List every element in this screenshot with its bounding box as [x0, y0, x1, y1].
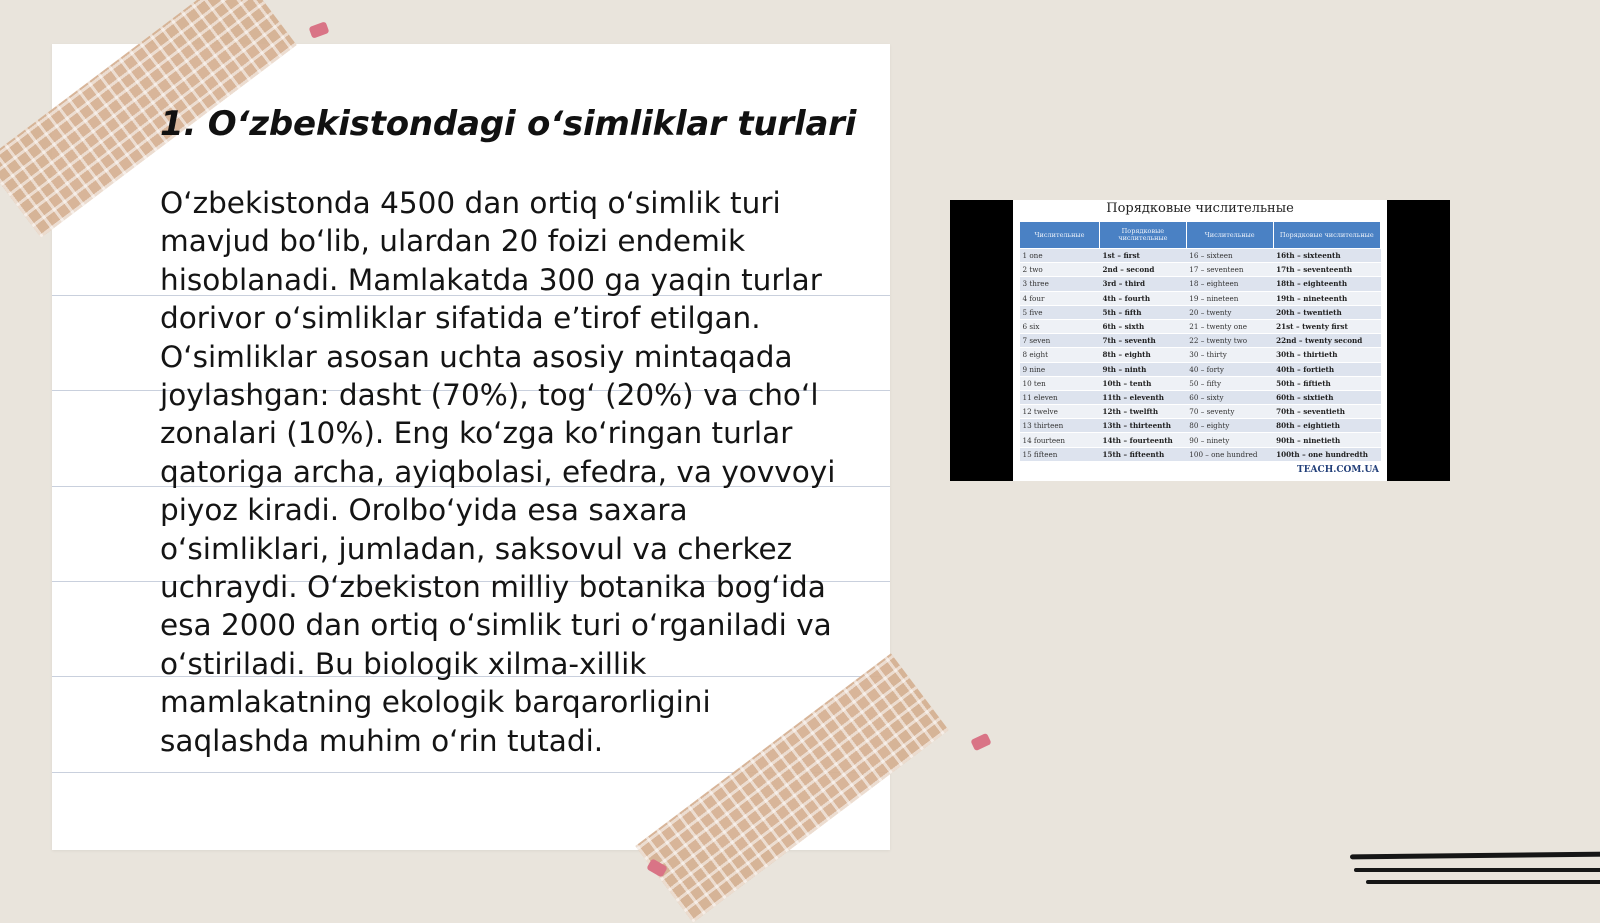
table-cell: 15 fifteen: [1020, 447, 1100, 461]
table-cell: 100th – one hundredth: [1273, 447, 1380, 461]
table-cell: 9 nine: [1020, 362, 1100, 376]
table-cell: 60th – sixtieth: [1273, 390, 1380, 404]
table-row: [1020, 390, 1381, 404]
slide-title: 1. O‘zbekistondagi o‘simliklar turlari: [160, 104, 857, 144]
table-row: [1020, 348, 1381, 362]
table-row: [1020, 433, 1381, 447]
table-cell: 18th – eighteenth: [1273, 277, 1380, 291]
table-cell: 3 three: [1020, 277, 1100, 291]
table-row: [1020, 249, 1381, 263]
table-header-cell: Порядковые числительные: [1273, 222, 1380, 249]
table-cell: 4 four: [1020, 291, 1100, 305]
table-cell: 19th – nineteenth: [1273, 291, 1380, 305]
table-cell: 17th – seventeenth: [1273, 263, 1380, 277]
table-cell: 20 – twenty: [1186, 305, 1273, 319]
table-cell: 10th – tenth: [1099, 376, 1186, 390]
table-cell: 50 – fifty: [1186, 376, 1273, 390]
table-cell: 13th – thirteenth: [1099, 419, 1186, 433]
table-cell: 12 twelve: [1020, 405, 1100, 419]
table-cell: 80th – eightieth: [1273, 419, 1380, 433]
table-cell: 22nd – twenty second: [1273, 334, 1380, 348]
table-cell: 12th – twelfth: [1099, 405, 1186, 419]
table-cell: 70 – seventy: [1186, 405, 1273, 419]
table-cell: 50th – fiftieth: [1273, 376, 1380, 390]
table-cell: 21st – twenty first: [1273, 319, 1380, 333]
table-cell: 7th – seventh: [1099, 334, 1186, 348]
table-cell: 21 – twenty one: [1186, 319, 1273, 333]
table-row: [1020, 305, 1381, 319]
table-cell: 6th – sixth: [1099, 319, 1186, 333]
table-cell: 90th – ninetieth: [1273, 433, 1380, 447]
table-cell: 9th – ninth: [1099, 362, 1186, 376]
table-cell: 70th – seventieth: [1273, 405, 1380, 419]
table-cell: 7 seven: [1020, 334, 1100, 348]
table-cell: 30 – thirty: [1186, 348, 1273, 362]
tape-pin: [308, 21, 329, 38]
table-row: [1020, 405, 1381, 419]
table-cell: 4th – fourth: [1099, 291, 1186, 305]
table-watermark: TEACH.COM.UA: [1297, 465, 1379, 475]
table-cell: 14th – fourteenth: [1099, 433, 1186, 447]
table-row: [1020, 376, 1381, 390]
table-cell: 11 eleven: [1020, 390, 1100, 404]
table-header-cell: Числительные: [1020, 222, 1100, 249]
table-cell: 1 one: [1020, 249, 1100, 263]
table-cell: 2nd – second: [1099, 263, 1186, 277]
tape-pin: [970, 733, 991, 751]
table-cell: 11th – eleventh: [1099, 390, 1186, 404]
table-cell: 80 – eighty: [1186, 419, 1273, 433]
table-row: [1020, 447, 1381, 461]
table-cell: 8th – eighth: [1099, 348, 1186, 362]
table-cell: 8 eight: [1020, 348, 1100, 362]
table-cell: 14 fourteen: [1020, 433, 1100, 447]
table-header-cell: Числительные: [1186, 222, 1273, 249]
ordinal-numbers-table: [1019, 221, 1381, 461]
table-cell: 5th – fifth: [1099, 305, 1186, 319]
table-row: [1020, 291, 1381, 305]
table-row: [1020, 277, 1381, 291]
table-header-cell: Порядковые числительные: [1099, 222, 1186, 249]
table-cell: 90 – ninety: [1186, 433, 1273, 447]
table-panel: [1013, 200, 1387, 481]
slide-body-text: O‘zbekistonda 4500 dan ortiq o‘simlik turi mavjud bo‘lib, ulardan 20 foizi endemik hisoblanadi. Mamlakatda 300 ga yaqin turlar dorivor o‘simliklar sifatida e’tirof etilgan. O‘simliklar asosan uchta asosiy mintaqada joylashgan: dasht (70%), tog‘ (20%) va cho‘l zonalari (10%). Eng ko‘zga ko‘ringan turlar qatoriga archa, ayiqbolasi, efedra, va yovvoyi piyoz kiradi. Orolbo‘yida esa saxara o‘simliklari, jumladan, saksovul va cherkez uchraydi. O‘zbekiston milliy botanika bog‘ida esa 2000 dan ortiq o‘simlik turi o‘rganiladi va o‘stiriladi. Bu biologik xilma-xillik mamlakatning ekologik barqarorligini saqlashda muhim o‘rin tutadi.: [160, 186, 836, 758]
table-header-row: [1020, 222, 1381, 249]
table-cell: 40 – forty: [1186, 362, 1273, 376]
table-cell: 10 ten: [1020, 376, 1100, 390]
table-cell: 5 five: [1020, 305, 1100, 319]
table-row: [1020, 319, 1381, 333]
table-row: [1020, 263, 1381, 277]
table-cell: 19 – nineteen: [1186, 291, 1273, 305]
table-cell: 16 – sixteen: [1186, 249, 1273, 263]
table-cell: 40th – fortieth: [1273, 362, 1380, 376]
table-caption: Порядковые числительные: [1106, 201, 1294, 216]
table-body: [1020, 249, 1381, 461]
table-cell: 13 thirteen: [1020, 419, 1100, 433]
table-row: [1020, 362, 1381, 376]
table-cell: 17 – seventeen: [1186, 263, 1273, 277]
table-cell: 20th – twentieth: [1273, 305, 1380, 319]
table-row: [1020, 419, 1381, 433]
table-cell: 30th – thirtieth: [1273, 348, 1380, 362]
brush-stroke: [1354, 868, 1600, 872]
table-cell: 6 six: [1020, 319, 1100, 333]
brush-stroke: [1350, 852, 1600, 860]
table-cell: 1st – first: [1099, 249, 1186, 263]
table-cell: 18 – eighteen: [1186, 277, 1273, 291]
table-cell: 100 – one hundred: [1186, 447, 1273, 461]
ordinal-numbers-image: [950, 200, 1450, 481]
table-cell: 3rd – third: [1099, 277, 1186, 291]
table-row: [1020, 334, 1381, 348]
table-cell: 60 – sixty: [1186, 390, 1273, 404]
table-cell: 16th – sixteenth: [1273, 249, 1380, 263]
table-cell: 2 two: [1020, 263, 1100, 277]
table-cell: 22 – twenty two: [1186, 334, 1273, 348]
table-cell: 15th – fifteenth: [1099, 447, 1186, 461]
brush-stroke: [1366, 880, 1600, 884]
